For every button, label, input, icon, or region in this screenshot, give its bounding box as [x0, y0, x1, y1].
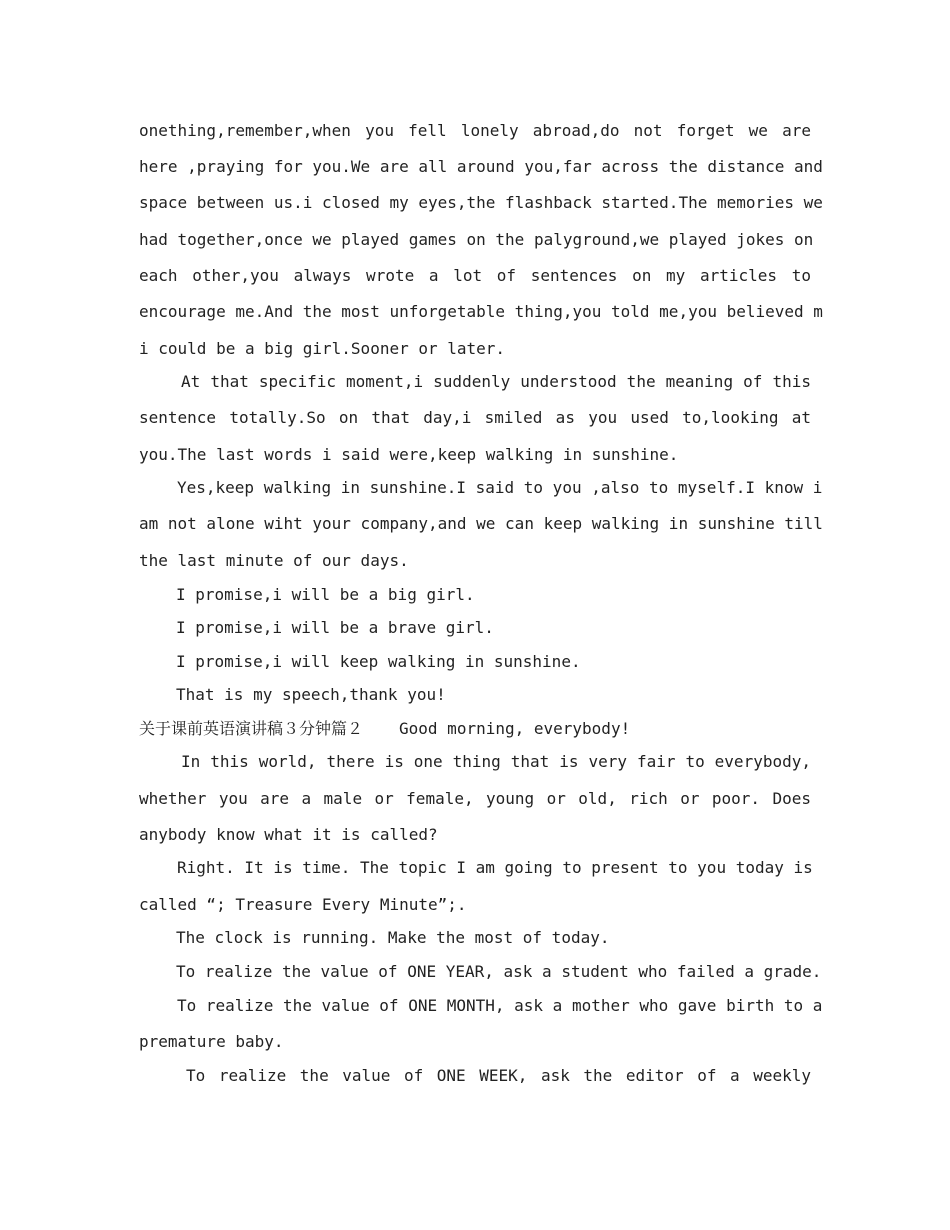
text-line: onething,remember,when you fell lonely abroad,do not forget we are [139, 121, 811, 140]
paragraph-line: That is my speech,thank you! [176, 685, 446, 704]
text-line: the last minute of our days. [139, 551, 409, 570]
paragraph-line: To realize the value of ONE YEAR, ask a student who failed a grade. [176, 962, 822, 981]
text-line: whether you are a male or female, young or old, rich or poor. Does [139, 789, 811, 808]
paragraph-line: I promise,i will keep walking in sunshine. [176, 652, 581, 671]
paragraph-line: I promise,i will be a brave girl. [176, 618, 494, 637]
text-line: had together,once we played games on the palyground,we played jokes on [139, 230, 814, 249]
text-line: premature baby. [139, 1032, 284, 1051]
text-line: am not alone wiht your company,and we can keep walking in sunshine till [139, 514, 823, 533]
text-line: i could be a big girl.Sooner or later. [139, 339, 506, 358]
text-line: here ,praying for you.We are all around you,far across the distance and [139, 157, 823, 176]
paragraph-first-line: Right. It is time. The topic I am going to present to you today is [177, 858, 813, 877]
section-heading [139, 718, 630, 740]
text-line: you.The last words i said were,keep walking in sunshine. [139, 445, 679, 464]
paragraph-first-line: Yes,keep walking in sunshine.I said to you ,also to myself.I know i [177, 478, 823, 497]
paragraph-first-line: To realize the value of ONE MONTH, ask a mother who gave birth to a [177, 996, 823, 1015]
paragraph-first-line: In this world, there is one thing that is very fair to everybody, [181, 752, 811, 771]
paragraph-first-line: At that specific moment,i suddenly understood the meaning of this [181, 372, 811, 391]
text-line: anybody know what it is called? [139, 825, 438, 844]
paragraph-line: I promise,i will be a big girl. [176, 585, 475, 604]
text-line: space between us.i closed my eyes,the flashback started.The memories we [139, 193, 823, 212]
text-line: each other,you always wrote a lot of sentences on my articles to [139, 266, 811, 285]
text-line: sentence totally.So on that day,i smiled as you used to,looking at [139, 408, 811, 427]
text-line: encourage me.And the most unforgetable thing,you told me,you believed m [139, 302, 823, 321]
text-line: called “; Treasure Every Minute”;. [139, 895, 467, 914]
greeting-text: Good morning, everybody! [399, 719, 631, 738]
section-title: 关于课前英语演讲稿３分钟篇２ [139, 719, 364, 738]
paragraph-line: The clock is running. Make the most of today. [176, 928, 610, 947]
paragraph-first-line: To realize the value of ONE WEEK, ask the editor of a weekly [186, 1066, 811, 1085]
